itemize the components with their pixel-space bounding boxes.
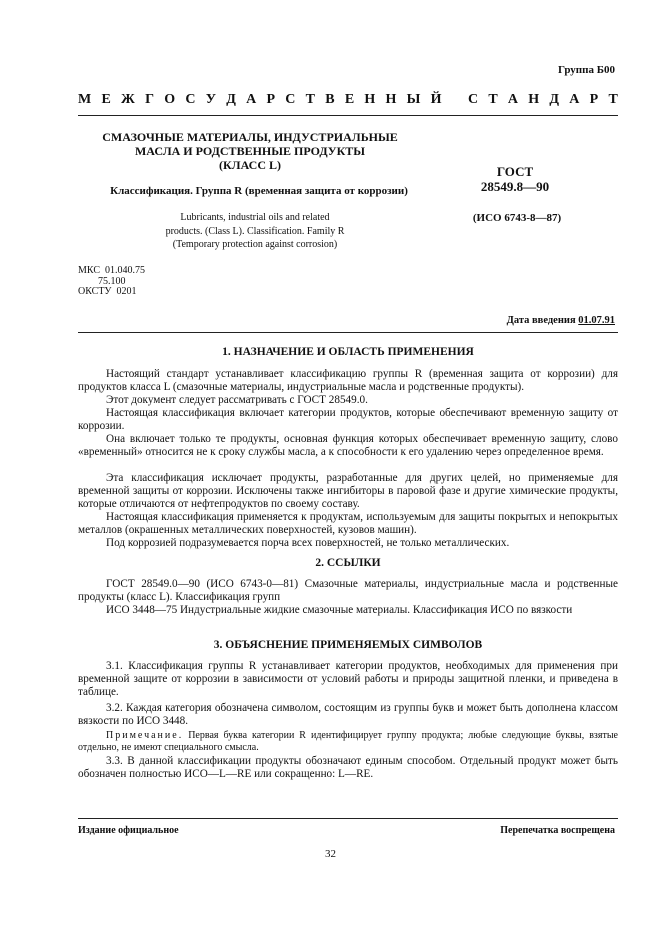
top-divider (78, 115, 618, 116)
heading-letter: Г (145, 92, 155, 107)
note-text: Первая буква категории R идентифицирует группу продукта; любые следующие буквы, взятые отдельно, не имеют специального смысла. (78, 730, 618, 753)
header-divider (78, 332, 618, 333)
mks-code-1: МКС 01.040.75 (78, 265, 145, 276)
section-1-paragraph-7: Под коррозией подразумевается порча всех поверхностей, не только металлических. (106, 537, 510, 549)
section-3-paragraph-2: 3.2. Каждая категория обозначена символом, состоящим из группы букв и может быть дополнена классом вязкости по ИСО 3448. (78, 702, 618, 727)
gost-designation (445, 164, 585, 194)
section-2-title: 2. ССЫЛКИ (315, 557, 381, 569)
title-line-1: СМАЗОЧНЫЕ МАТЕРИАЛЫ, ИНДУСТРИАЛЬНЫЕ (102, 130, 398, 144)
section-1-title: 1. НАЗНАЧЕНИЕ И ОБЛАСТЬ ПРИМЕНЕНИЯ (222, 346, 474, 358)
heading-letter: Р (266, 92, 276, 107)
group-label: Группа Б00 (558, 64, 615, 76)
heading-letter: Е (101, 92, 111, 107)
heading-letter: Ж (121, 92, 135, 107)
heading-letter: Д (549, 92, 560, 107)
heading-letter: Ы (406, 92, 421, 107)
document-subtitle: Классификация. Группа R (временная защита от коррозии) (110, 185, 408, 197)
heading-letter: М (78, 92, 92, 107)
heading-letter: О (164, 92, 176, 107)
section-3-title: 3. ОБЪЯСНЕНИЕ ПРИМЕНЯЕМЫХ СИМВОЛОВ (213, 639, 483, 651)
note-label: Примечание. (106, 730, 184, 741)
section-3-paragraph-1: 3.1. Классификация группы R устанавливает категории продуктов, необходимых для применения при временной защите от коррозии в зависимости от условий работы и природы защитной пленки, и приведена в таблице. (78, 660, 618, 698)
section-1-paragraph-2: Этот документ следует рассматривать с ГОСТ 28549.0. (106, 394, 368, 406)
heading-letter: Н (528, 92, 540, 107)
english-line-2: products. (Class L). Classification. Family R (165, 225, 345, 237)
english-title (120, 211, 390, 252)
date-value: 01.07.91 (578, 315, 615, 326)
heading-letter: Т (305, 92, 315, 107)
heading-letter: Р (589, 92, 599, 107)
section-1-paragraph-3: Настоящая классификация включает категории продуктов, которые обеспечивают временную защиту от коррозии. (78, 407, 618, 432)
heading-letter: У (205, 92, 217, 107)
reprint-prohibited-label: Перепечатка воспрещена (500, 825, 615, 836)
date-label: Дата введения (506, 315, 579, 326)
title-line-2: МАСЛА И РОДСТВЕННЫЕ ПРОДУКТЫ (134, 144, 366, 158)
heading-word-gap (452, 92, 458, 108)
classification-codes (78, 266, 145, 298)
heading-letter: А (507, 92, 519, 107)
english-line-1: Lubricants, industrial oils and related (180, 212, 330, 223)
gost-number: 28549.8—90 (480, 179, 550, 194)
heading-letter: А (569, 92, 580, 107)
section-1-paragraph-1: Настоящий стандарт устанавливает классификацию группы R (временная защита от коррозии) для продуктов класса L (смазочные материалы, индустриальные масла и родственные продукты). (78, 368, 618, 393)
title-line-3: (КЛАСС L) (218, 158, 282, 172)
section-2-paragraph-1: ГОСТ 28549.0—90 (ИСО 6743-0—81) Смазочные материалы, индустриальные масла и родственные продукты (класс L). Классификация групп (78, 578, 618, 603)
heading-letter: Т (608, 92, 618, 107)
heading-letter: С (467, 92, 479, 107)
iso-reference: (ИСО 6743-8—87) (472, 212, 562, 224)
mks-code-2: 75.100 (78, 275, 126, 287)
section-3-note (78, 730, 618, 754)
introduction-date (507, 315, 615, 326)
official-edition-label: Издание официальное (78, 825, 179, 836)
english-line-3: (Temporary protection against corrosion) (172, 239, 338, 250)
heading-letter: Н (385, 92, 397, 107)
section-1-paragraph-5: Эта классификация исключает продукты, разработанные для других целей, но применяемые для временной защиты от коррозии. Исключены также ингибиторы в паровой фазе и другие химические продукты, которые отличаются от нефтепродуктов по своему составу. (78, 472, 618, 510)
document-title (78, 130, 422, 172)
section-3-paragraph-3: 3.3. В данной классификации продукты обозначают единым способом. Отдельный продукт может быть обозначен полностью ИСО—L—RE или сокращенно: L—RE. (78, 755, 618, 780)
interstate-standard-heading (78, 92, 618, 108)
section-2-paragraph-2: ИСО 3448—75 Индустриальные жидкие смазочные материалы. Классификация ИСО по вязкости (106, 604, 573, 616)
heading-letter: Д (226, 92, 236, 107)
heading-letter: Т (488, 92, 498, 107)
heading-letter: Е (344, 92, 355, 107)
section-1-paragraph-4: Она включает только те продукты, основная функция которых обеспечивает временную защиту, слово «временный» относится не к сроку службы масла, а к способности к его удалению через определенное время. (78, 433, 618, 458)
gost-label: ГОСТ (496, 164, 534, 179)
footer-divider (78, 818, 618, 819)
heading-letter: Й (430, 92, 442, 107)
heading-letter: Н (364, 92, 376, 107)
heading-letter: А (246, 92, 257, 107)
okstu-code: ОКСТУ 0201 (78, 286, 137, 297)
heading-letter: С (285, 92, 296, 107)
section-1-paragraph-6: Настоящая классификация применяется к продуктам, используемым для защиты покрытых и непокрытых металлов (окрашенных металлических поверхностей, кузовов машин). (78, 511, 618, 536)
heading-letter: С (185, 92, 196, 107)
page-number: 32 (325, 848, 336, 860)
heading-letter: В (325, 92, 335, 107)
